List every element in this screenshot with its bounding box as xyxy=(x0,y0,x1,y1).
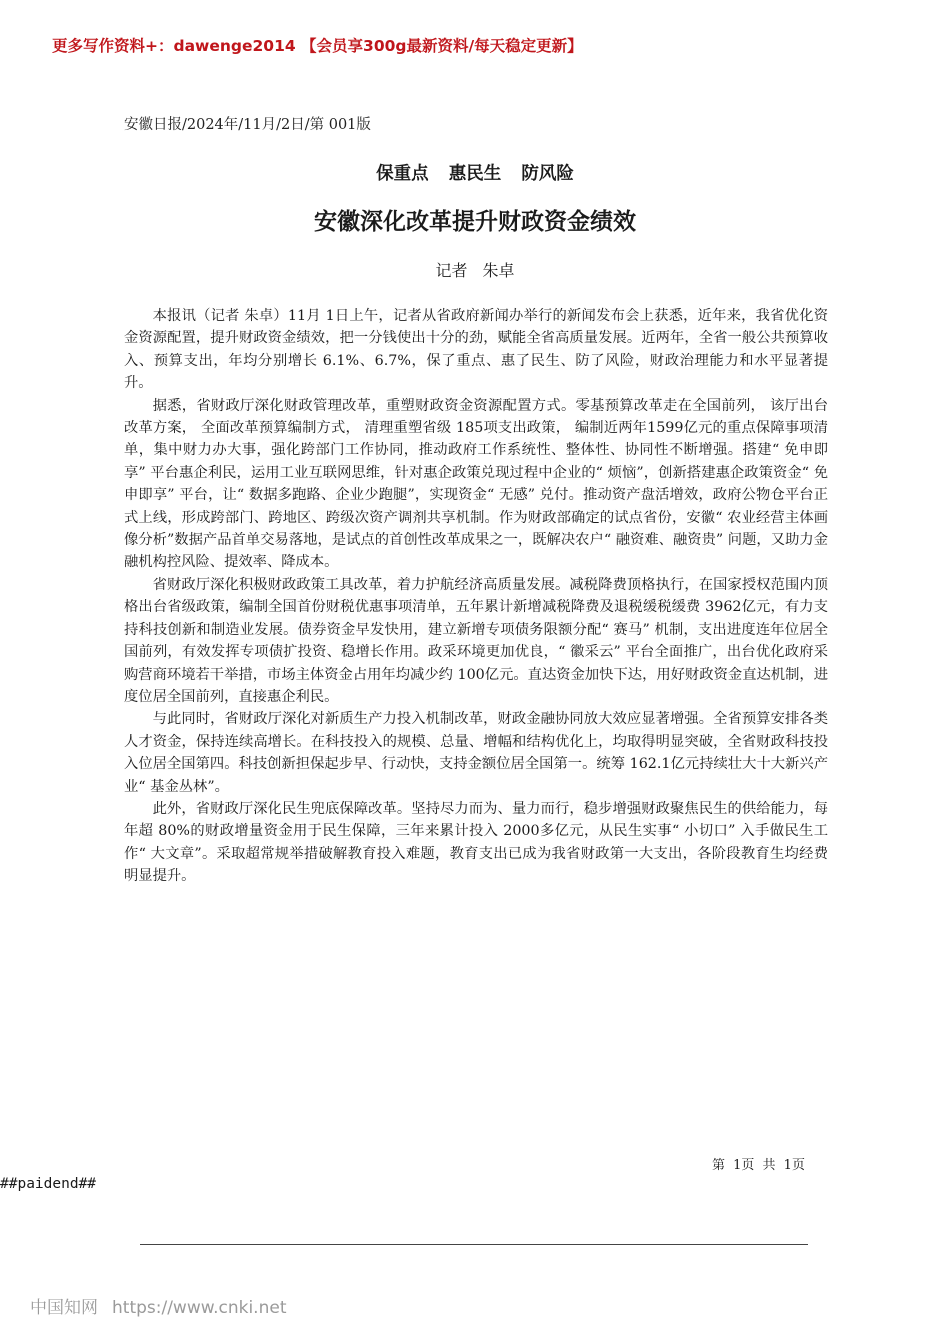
paragraph: 本报讯（记者 朱卓）11月 1日上午，记者从省政府新闻办举行的新闻发布会上获悉，近年来，我省优化资金资源配置，提升财政资金绩效，把一分钱使出十分的劲，赋能全省高质量发展。近两年，全省一般公共预算收入、预算支出，年均分别增长 6.1%、6.7%，保了重点、惠了民生、防了风险，财政治理能力和水平显著提升。 xyxy=(124,308,828,392)
watermark-url: https://www.cnki.net xyxy=(112,1298,287,1318)
article-body xyxy=(124,305,828,888)
end-marker: ##paidend## xyxy=(0,1176,97,1192)
paragraph: 据悉，省财政厅深化财政管理改革，重塑财政资金资源配置方式。零基预算改革走在全国前列， 该厅出台改革方案， 全面改革预算编制方式， 清理重塑省级 185项支出政策， 编制近两年1599亿元的重点保障事项清单，集中财力办大事，强化跨部门工作协同，推动政府工作系统性、整体性、协同性不断增强。搭建“ 免申即享” 平台惠企利民，运用工业互联网思维，针对惠企政策兑现过程中企业的“ 烦恼”，创新搭建惠企政策资金“ 免申即享” 平台，让“ 数据多跑路、企业少跑腿”，实现资金“ 无感” 兑付。推动资产盘活增效，政府公物仓平台正式上线，形成跨部门、跨地区、跨级次资产调剂共享机制。作为财政部确定的试点省份，安徽“ 农业经营主体画像分析”数据产品首单交易落地，是试点的首创性改革成果之一，既解决农户“ 融资难、融资贵” 问题，又助力金融机构控风险、提效率、降成本。 xyxy=(124,397,828,571)
footer-divider xyxy=(140,1244,808,1245)
promo-banner: 更多写作资料+：dawenge2014 【会员享300g最新资料/每天稳定更新】 xyxy=(52,37,583,55)
paragraph: 此外，省财政厅深化民生兜底保障改革。坚持尽力而为、量力而行，稳步增强财政聚焦民生的供给能力，每年超 80%的财政增量资金用于民生保障，三年来累计投入 2000多亿元，从民生实事“ 小切口” 入手做民生工作“ 大文章”。采取超常规举措破解教育投入难题，教育支出已成为我省财政第一大支出，各阶段教育生均经费明显提升。 xyxy=(124,800,828,885)
article-headline: 安徽深化改革提升财政资金绩效 xyxy=(314,209,636,235)
paragraph: 与此同时，省财政厅深化对新质生产力投入机制改革，财政金融协同放大效应显著增强。全省预算安排各类人才资金，保持连续高增长。在科技投入的规模、总量、增幅和结构优化上，均取得明显突破，全省财政科技投入位居全国第四。科技创新担保起步早、行动快，支持金额位居全国第一。统筹 162.1亿元持续壮大十大新兴产业“ 基金丛林”。 xyxy=(124,711,828,795)
article-subtitle: 保重点 惠民生 防风险 xyxy=(376,164,574,184)
article-byline: 记者 朱卓 xyxy=(435,261,515,280)
watermark-site-name: 中国知网 xyxy=(30,1298,98,1318)
paragraph: 省财政厅深化积极财政政策工具改革，着力护航经济高质量发展。减税降费顶格执行，在国家授权范围内顶格出台省级政策，编制全国首份财税优惠事项清单，五年累计新增减税降费及退税缓税缓费 3962亿元，有力支持科技创新和制造业发展。债券资金早发快用，建立新增专项债务限额分配“ 赛马” 机制，支出进度连年位居全国前列，有效发挥专项债扩投资、稳增长作用。政采环境更加优良，“ 徽采云” 平台全面推广，出台优化政府采购营商环境若干举措，市场主体资金占用年均减少约 100亿元。直达资金加快下达，用好财政资金直达机制，进度位居全国前列，直接惠企利民。 xyxy=(124,576,828,705)
source-line: 安徽日报/2024年/11月/2日/第 001版 xyxy=(124,117,371,133)
page-number: 第 1页 共 1页 xyxy=(712,1158,805,1173)
cnki-watermark xyxy=(30,1293,286,1318)
